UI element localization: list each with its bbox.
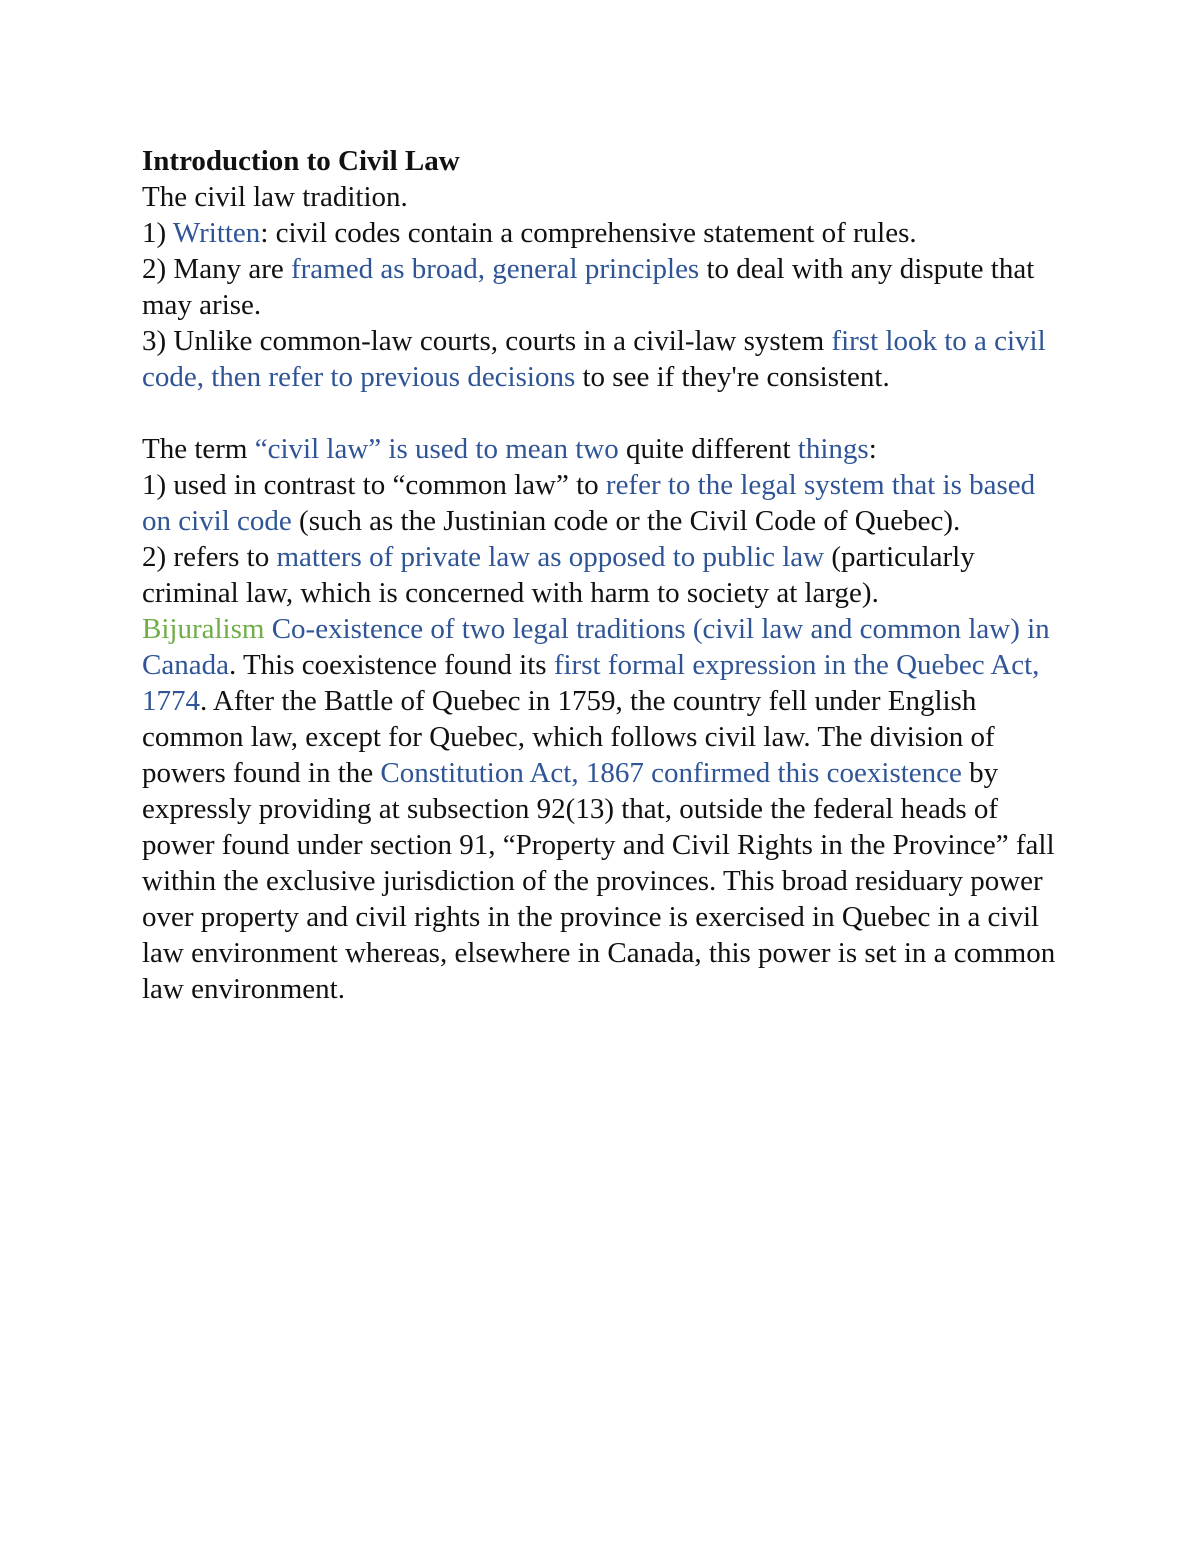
body-text: quite different (618, 433, 798, 465)
body-text: (such as the Justinian code or the Civil Code of Quebec). (291, 505, 961, 537)
highlight-text: things (797, 433, 869, 465)
highlight-text: Co-existence of two legal traditions (civil law and common law) in Canada (142, 613, 1050, 681)
document-body (142, 143, 1062, 1007)
highlight-text: framed as broad, general principles (290, 253, 700, 285)
highlight-text: first look to a civil code, then refer to previous decisions (142, 325, 1046, 393)
bijuralism-term: Bijuralism (142, 613, 265, 645)
document-subtitle: The civil law tradition. (142, 181, 408, 213)
highlight-text: matters of private law as opposed to public law (276, 541, 825, 573)
body-text: . After the Battle of Quebec in 1759, the country fell under English common law, except for Quebec, which follows civil law. The division of powers found in the (142, 685, 995, 789)
tradition-point-3 (142, 323, 1062, 395)
point-number: 1) (142, 469, 174, 501)
body-text: by expressly providing at subsection 92(13) that, outside the federal heads of power found under section 91, “Property and Civil Rights in the Province” fall within the exclusive jurisdiction of the provinces. This broad residuary power over property and civil rights in the province is exercised in Quebec in a civil law environment whereas, elsewhere in Canada, this power is set in a common law environment. (142, 757, 1056, 1005)
body-text: used in contrast to “common law” to (173, 469, 606, 501)
document-title: Introduction to Civil Law (142, 145, 460, 177)
point-number: 2) (142, 253, 174, 285)
meaning-point-1 (142, 467, 1062, 539)
body-text: Unlike common-law courts, courts in a civil-law system (173, 325, 832, 357)
body-text: refers to (173, 541, 277, 573)
bijuralism-paragraph (142, 611, 1062, 1007)
point-number: 3) (142, 325, 174, 357)
tradition-point-1 (142, 215, 1062, 251)
body-text: (particularly criminal law, which is concerned with harm to society at large). (142, 541, 975, 609)
paragraph-spacer (142, 395, 1062, 431)
highlight-text: refer to the legal system that is based on civil code (142, 469, 1036, 537)
highlight-text: “civil law” is used to mean two (254, 433, 619, 465)
meaning-point-2 (142, 539, 1062, 611)
highlight-text: Constitution Act, 1867 confirmed this coexistence (380, 757, 962, 789)
body-text: . This coexistence found its (228, 649, 554, 681)
tradition-point-2 (142, 251, 1062, 323)
body-text: : civil codes contain a comprehensive statement of rules. (260, 217, 917, 249)
point-number: 2) (142, 541, 174, 573)
body-text: The term (142, 433, 255, 465)
term-paragraph (142, 431, 1062, 467)
highlight-text: first formal expression in the Quebec Act, 1774 (142, 649, 1040, 717)
body-text: Many are (173, 253, 291, 285)
body-text: : (868, 433, 877, 465)
point-number: 1) (142, 217, 173, 249)
body-text: to deal with any dispute that may arise. (142, 253, 1035, 321)
body-text: to see if they're consistent. (575, 361, 890, 393)
highlight-text: Written (172, 217, 261, 249)
